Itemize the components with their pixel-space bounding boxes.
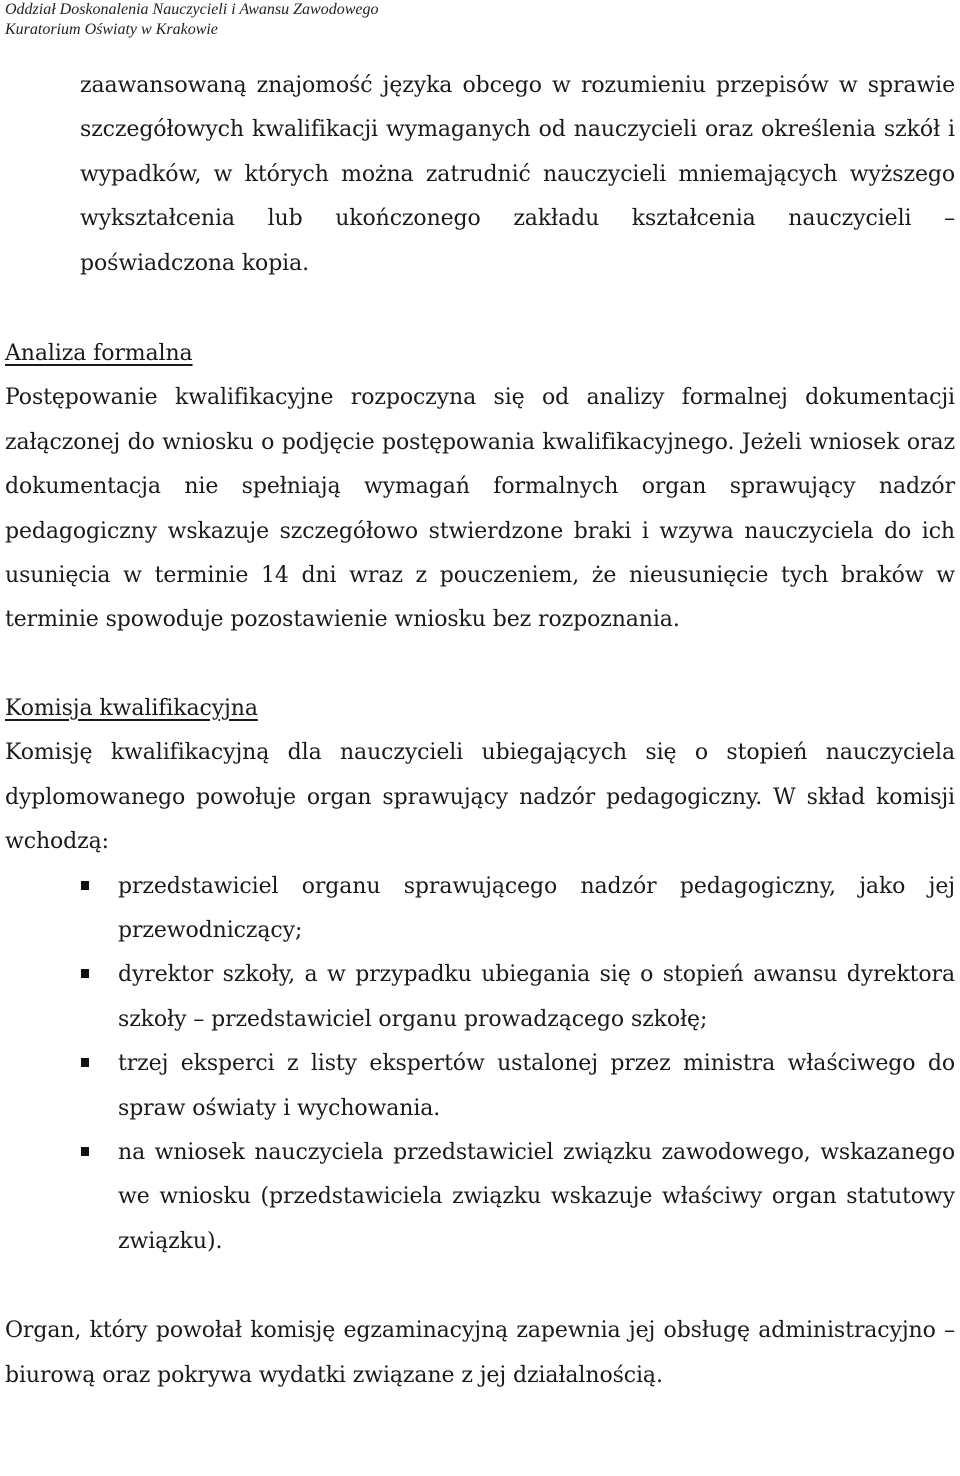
header-authority: Kuratorium Oświaty w Krakowie <box>5 21 218 38</box>
commission-paragraph: Komisję kwalifikacyjną dla nauczycieli ubiegających się o stopień nauczyciela dyplomowanego powołuje organ sprawujący nadzór pedagogiczny. W skład komisji wchodzą: <box>5 740 955 855</box>
list-item <box>5 865 955 954</box>
closing-paragraph: Organ, który powołał komisję egzaminacyjną zapewnia jej obsługę administracyjno – biurową oraz pokrywa wydatki związane z jej działalnością. <box>5 1318 955 1388</box>
section-heading-commission: Komisja kwalifikacyjna <box>5 695 258 721</box>
list-item <box>5 1042 955 1131</box>
section-heading-analysis: Analiza formalna <box>5 341 193 367</box>
document-header <box>5 0 378 40</box>
square-bullet-icon <box>81 1058 89 1067</box>
document-body <box>5 64 955 1398</box>
analysis-paragraph: Postępowanie kwalifikacyjne rozpoczyna się od analizy formalnej dokumentacji załączonej do wniosku o podjęcie postępowania kwalifikacyjnego. Jeżeli wniosek oraz dokumentacja nie spełniają wymagań formalnych organ sprawujący nadzór pedagogiczny wskazuje szczegółowo stwierdzone braki i wzywa nauczyciela do ich usunięcia w terminie 14 dni wraz z pouczeniem, że nieusunięcie tych braków w terminie spowoduje pozostawienie wniosku bez rozpoznania. <box>5 385 955 633</box>
commission-members-list <box>5 865 955 1265</box>
square-bullet-icon <box>81 1147 89 1156</box>
list-item-text: dyrektor szkoły, a w przypadku ubiegania się o stopień awansu dyrektora szkoły – przedstawiciel organu prowadzącego szkołę; <box>118 962 955 1032</box>
spacer <box>5 1264 955 1309</box>
intro-paragraph: zaawansowaną znajomość języka obcego w rozumieniu przepisów w sprawie szczegółowych kwalifikacji wymaganych od nauczycieli oraz określenia szkół i wypadków, w których można zatrudnić nauczycieli mniemających wyższego wykształcenia lub ukończonego zakładu kształcenia nauczycieli – poświadczona kopia. <box>80 73 955 276</box>
list-item <box>5 953 955 1042</box>
spacer <box>5 286 955 332</box>
spacer <box>5 643 955 687</box>
header-institution: Oddział Doskonalenia Nauczycieli i Awansu Zawodowego <box>5 1 379 18</box>
list-item-text: na wniosek nauczyciela przedstawiciel związku zawodowego, wskazanego we wniosku (przedstawiciela związku wskazuje właściwy organ statutowy związku). <box>118 1139 955 1254</box>
list-item-text: przedstawiciel organu sprawującego nadzór pedagogiczny, jako jej przewodniczący; <box>118 873 955 943</box>
list-item <box>5 1131 955 1264</box>
list-item-text: trzej eksperci z listy ekspertów ustalonej przez ministra właściwego do spraw oświaty i wychowania. <box>118 1051 955 1121</box>
square-bullet-icon <box>81 881 89 890</box>
square-bullet-icon <box>81 969 89 978</box>
